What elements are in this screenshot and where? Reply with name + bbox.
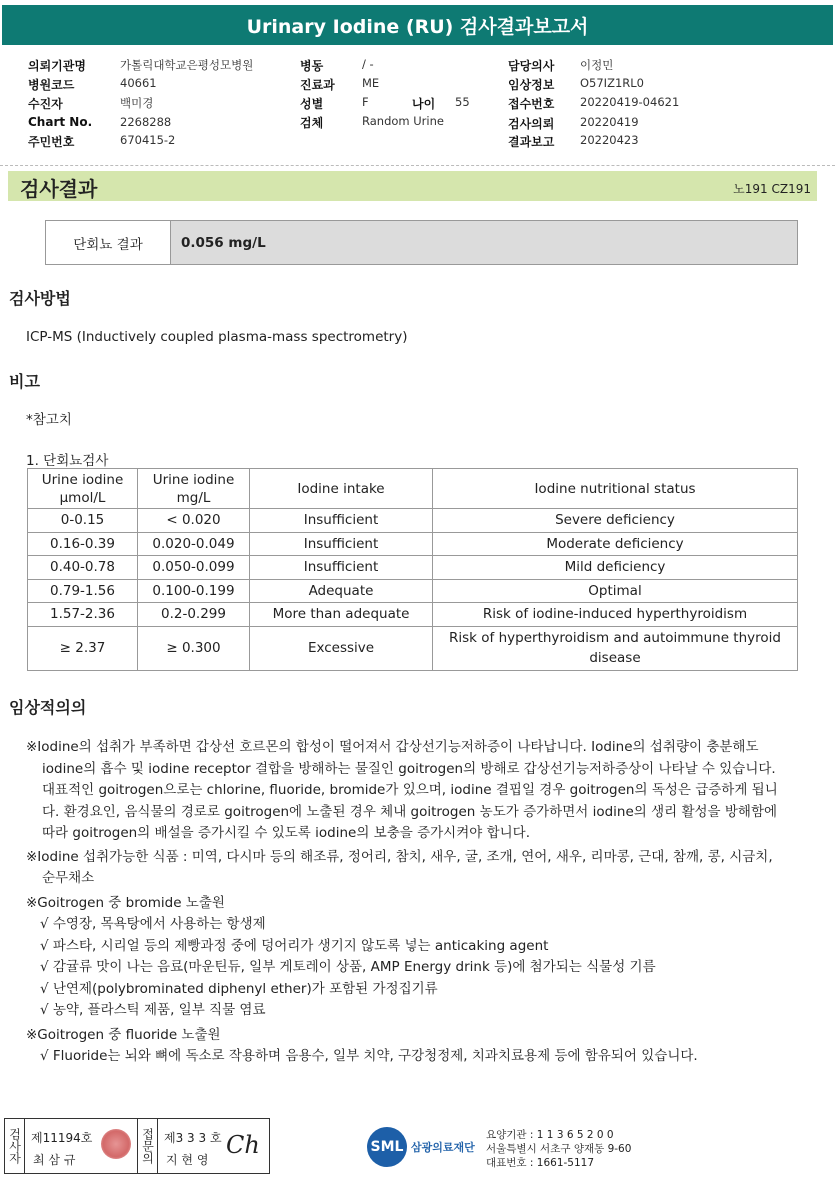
result-section-title: 검사결과 bbox=[20, 177, 98, 201]
list-item: √ 난연제(polybrominated diphenyl ether)가 포함된 가정집기류 bbox=[40, 980, 438, 997]
table-cell: Insufficient bbox=[250, 532, 433, 556]
table-row bbox=[28, 509, 798, 533]
header-value: 20220419 bbox=[580, 115, 639, 129]
table-cell: 0.16-0.39 bbox=[28, 532, 138, 556]
table-cell: More than adequate bbox=[250, 603, 433, 627]
table-cell: Insufficient bbox=[250, 509, 433, 533]
table-cell: Moderate deficiency bbox=[433, 532, 798, 556]
reference-label: *참고치 bbox=[26, 412, 72, 428]
report-title: Urinary Iodine (RU) 검사결과보고서 bbox=[2, 5, 833, 45]
table-cell: 0.020-0.049 bbox=[138, 532, 250, 556]
header-label: 나이 bbox=[412, 97, 436, 111]
signer-name: 최 삼 규 bbox=[33, 1153, 76, 1167]
clinical-paragraph: ※Goitrogen 중 bromide 노출원 bbox=[26, 894, 225, 911]
table-cell: 0.40-0.78 bbox=[28, 556, 138, 580]
table-cell: Adequate bbox=[250, 579, 433, 603]
signer-name: 지 현 영 bbox=[166, 1153, 209, 1167]
table-cell: Risk of hyperthyroidism and autoimmune thyroid disease bbox=[433, 626, 798, 670]
table-cell: 0-0.15 bbox=[28, 509, 138, 533]
table-row bbox=[28, 532, 798, 556]
table-row bbox=[28, 579, 798, 603]
report-header bbox=[0, 48, 835, 166]
header-value: O57IZ1RL0 bbox=[580, 76, 644, 90]
remarks-title: 비고 bbox=[9, 372, 40, 391]
header-label: 담당의사 bbox=[508, 59, 555, 73]
table-header-row bbox=[28, 469, 798, 509]
signature-box bbox=[4, 1118, 270, 1174]
table-cell: Severe deficiency bbox=[433, 509, 798, 533]
header-label: 진료과 bbox=[300, 78, 335, 92]
table-cell: Insufficient bbox=[250, 556, 433, 580]
clinical-paragraph: ※Iodine의 섭취가 부족하면 갑상선 호르몬의 합성이 떨어져서 갑상선기능저하증이 나타납니다. Iodine의 섭취량이 충분해도 iodine의 흡수 및 iodine receptor 결합을 방해하는 물질인 goitrogen의 방해로 갑상선기능저하증상이 나타날 수 있습니다. bbox=[26, 739, 776, 777]
clinical-paragraph: ※Iodine 섭취가능한 식품 : 미역, 다시마 등의 해조류, 정어리, 참치, 새우, 굴, 조개, 연어, 새우, 리마콩, 근대, 참깨, 콩, 시금치, 순무채소 bbox=[26, 848, 773, 886]
role-label: 접문의 bbox=[138, 1119, 158, 1173]
header-value: 670415-2 bbox=[120, 133, 176, 147]
table-header: Urine iodine mg/L bbox=[138, 469, 250, 509]
result-section-code: 노191 CZ191 bbox=[733, 182, 811, 196]
header-value: 20220419-04621 bbox=[580, 95, 680, 109]
institution-address: 서울특별시 서초구 양재동 9-60 bbox=[486, 1143, 632, 1155]
role-label: 검사자 bbox=[5, 1119, 25, 1173]
clinical-title: 임상적의의 bbox=[9, 698, 87, 717]
institution-code: 요양기관 : 1 1 3 6 5 2 0 0 bbox=[486, 1129, 614, 1141]
sml-logo bbox=[367, 1127, 475, 1167]
table-cell: Mild deficiency bbox=[433, 556, 798, 580]
signature: Ch bbox=[226, 1131, 260, 1159]
table-header: Iodine nutritional status bbox=[433, 469, 798, 509]
table-cell: Excessive bbox=[250, 626, 433, 670]
result-box bbox=[45, 220, 798, 265]
table-row bbox=[28, 626, 798, 670]
institution-phone: 대표번호 : 1661-5117 bbox=[486, 1157, 595, 1169]
table-cell: < 0.020 bbox=[138, 509, 250, 533]
header-label: 임상정보 bbox=[508, 78, 555, 92]
header-value: 이정민 bbox=[580, 58, 614, 72]
header-label: 병원코드 bbox=[28, 78, 75, 92]
header-value: 20220423 bbox=[580, 133, 639, 147]
header-value: 40661 bbox=[120, 76, 157, 90]
header-value: / - bbox=[362, 57, 374, 71]
institution-info bbox=[486, 1128, 631, 1170]
header-label: 검사의뢰 bbox=[508, 117, 555, 131]
header-label: 성별 bbox=[300, 97, 324, 111]
table-header: Urine iodine μmol/L bbox=[28, 469, 138, 509]
header-label: 수진자 bbox=[28, 97, 63, 111]
header-label: 결과보고 bbox=[508, 135, 555, 149]
clinical-notes bbox=[26, 737, 786, 1068]
table-cell: Risk of iodine-induced hyperthyroidism bbox=[433, 603, 798, 627]
list-item: √ Fluoride는 뇌와 뼈에 독소로 작용하며 음용수, 일부 치약, 구강청정제, 치과치료용제 등에 함유되어 있습니다. bbox=[40, 1048, 698, 1064]
method-text: ICP-MS (Inductively coupled plasma-mass spectrometry) bbox=[26, 329, 408, 345]
list-item: √ 파스타, 시리얼 등의 제빵과정 중에 덩어리가 생기지 않도록 넣는 anticaking agent bbox=[40, 937, 549, 954]
header-value: F bbox=[362, 95, 369, 109]
table-cell: ≥ 2.37 bbox=[28, 626, 138, 670]
table-cell: ≥ 0.300 bbox=[138, 626, 250, 670]
clinical-paragraph: ※Goitrogen 중 fluoride 노출원 bbox=[26, 1026, 221, 1043]
table-cell: Optimal bbox=[433, 579, 798, 603]
method-title: 검사방법 bbox=[9, 289, 71, 308]
seal-stamp bbox=[101, 1129, 131, 1159]
result-section-bar bbox=[8, 171, 817, 201]
header-label: Chart No. bbox=[28, 115, 93, 129]
header-value: 가톨릭대학교은평성모병원 bbox=[120, 58, 254, 72]
header-label: 접수번호 bbox=[508, 97, 555, 111]
table-cell: 0.100-0.199 bbox=[138, 579, 250, 603]
header-label: 의뢰기관명 bbox=[28, 59, 86, 73]
table-row bbox=[28, 556, 798, 580]
clinical-paragraph: 대표적인 goitrogen으로는 chlorine, fluoride, bromide가 있으며, iodine 결핍일 경우 goitrogen의 독성은 급증하게 됩니다. 환경요인, 음식물의 경로로 goitrogen에 노출된 경우 체내 goitrogen 농도가 증가하면서 iodine의 생리 활성을 방해함에 따라 goitrogen의 배설을 증가시킬 수 있도록 iodine의 보충을 증가시켜야 합니다. bbox=[42, 782, 778, 841]
license-number: 제3 3 3 호 bbox=[164, 1131, 222, 1145]
table-row bbox=[28, 603, 798, 627]
table-cell: 1.57-2.36 bbox=[28, 603, 138, 627]
header-value: ME bbox=[362, 76, 380, 90]
table-header: Iodine intake bbox=[250, 469, 433, 509]
header-value: 2268288 bbox=[120, 115, 172, 129]
list-item: √ 감귤류 맛이 나는 음료(마운틴듀, 일부 게토레이 상품, AMP Energy drink 등)에 첨가되는 식물성 기름 bbox=[40, 959, 656, 975]
list-item: √ 농약, 플라스틱 제품, 일부 직물 염료 bbox=[40, 1002, 266, 1018]
header-label: 주민번호 bbox=[28, 135, 75, 149]
result-value: 0.056 mg/L bbox=[171, 221, 797, 264]
logo-mark: SML bbox=[367, 1127, 407, 1167]
table-cell: 0.79-1.56 bbox=[28, 579, 138, 603]
header-value: Random Urine bbox=[362, 114, 444, 128]
logo-name: 삼광의료재단 bbox=[411, 1141, 475, 1154]
table-caption: 1. 단회뇨검사 bbox=[26, 453, 109, 469]
header-label: 검체 bbox=[300, 116, 324, 130]
header-value: 55 bbox=[455, 95, 470, 109]
license-number: 제11194호 bbox=[31, 1131, 93, 1145]
reference-table bbox=[27, 468, 798, 671]
table-cell: 0.2-0.299 bbox=[138, 603, 250, 627]
header-value: 백미경 bbox=[120, 96, 154, 110]
list-item: √ 수영장, 목욕탕에서 사용하는 항생제 bbox=[40, 916, 266, 932]
header-label: 병동 bbox=[300, 59, 324, 73]
result-label: 단회뇨 결과 bbox=[46, 221, 171, 264]
table-cell: 0.050-0.099 bbox=[138, 556, 250, 580]
